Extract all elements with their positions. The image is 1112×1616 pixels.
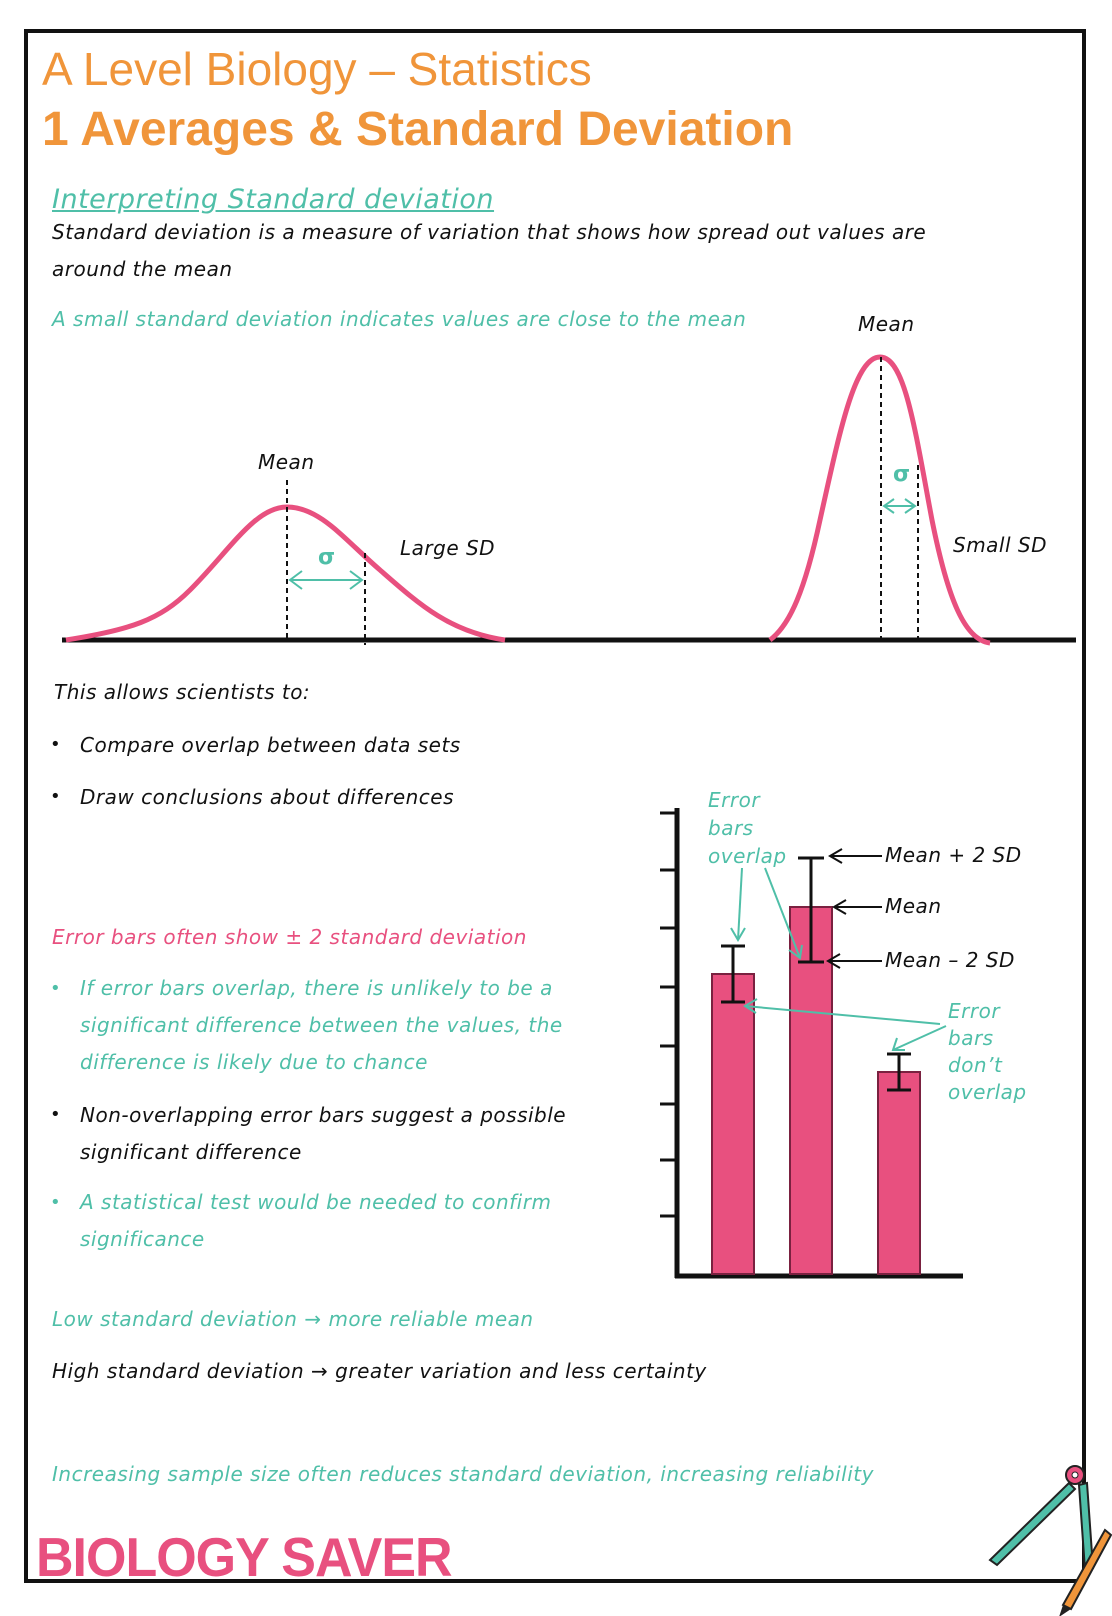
- small-sd-label: Small SD: [953, 533, 1047, 557]
- mean-plus-label: Mean + 2 SD: [885, 843, 1022, 867]
- sample-size-note: Increasing sample size often reduces standard deviation, increasing reliability: [52, 1462, 874, 1486]
- allows-item-2: Draw conclusions about differences: [80, 785, 455, 809]
- point2-line1: Non-overlapping error bars suggest a possible: [80, 1103, 567, 1127]
- intro-line-1: Standard deviation is a measure of variation that shows how spread out values are: [52, 220, 927, 244]
- point3-line2: significance: [80, 1227, 205, 1251]
- bullet-dot: •: [50, 734, 61, 755]
- large-sd-label: Large SD: [400, 536, 496, 560]
- low-sd-note: Low standard deviation → more reliable mean: [52, 1307, 534, 1331]
- small-sigma-label: σ: [893, 462, 911, 487]
- biology-saver-logo: BIOLOGY SAVER: [36, 1527, 452, 1589]
- point3-line1: A statistical test would be needed to confirm: [80, 1190, 552, 1214]
- point1-line3: difference is likely due to chance: [80, 1050, 428, 1074]
- intro-line-2: around the mean: [52, 257, 233, 281]
- bullet-dot: •: [50, 1192, 61, 1213]
- allows-intro: This allows scientists to:: [54, 680, 311, 704]
- page-title: A Level Biology – Statistics: [42, 43, 592, 95]
- allows-item-1: Compare overlap between data sets: [80, 733, 461, 757]
- mean-minus-label: Mean – 2 SD: [885, 948, 1015, 972]
- high-sd-note: High standard deviation → greater variation and less certainty: [52, 1359, 707, 1383]
- large-sigma-label: σ: [318, 545, 336, 570]
- small-sd-note: A small standard deviation indicates values are close to the mean: [52, 307, 747, 331]
- overlap-label: Error bars overlap: [708, 788, 787, 868]
- bullet-dot: •: [50, 978, 61, 999]
- small-mean-label: Mean: [858, 312, 915, 336]
- no-overlap-label: Error bars don’t overlap: [948, 999, 1027, 1104]
- bullet-dot: •: [50, 786, 61, 807]
- point1-line2: significant difference between the values, the: [80, 1013, 563, 1037]
- section-heading: Interpreting Standard deviation: [52, 184, 495, 215]
- point1-line1: If error bars overlap, there is unlikely to be a: [80, 976, 553, 1000]
- point2-line2: significant difference: [80, 1140, 302, 1164]
- bullet-dot: •: [50, 1104, 61, 1125]
- large-mean-label: Mean: [258, 450, 315, 474]
- mean-label: Mean: [885, 894, 942, 918]
- error-bars-heading: Error bars often show ± 2 standard deviation: [52, 925, 527, 949]
- page-subtitle: 1 Averages & Standard Deviation: [42, 103, 794, 156]
